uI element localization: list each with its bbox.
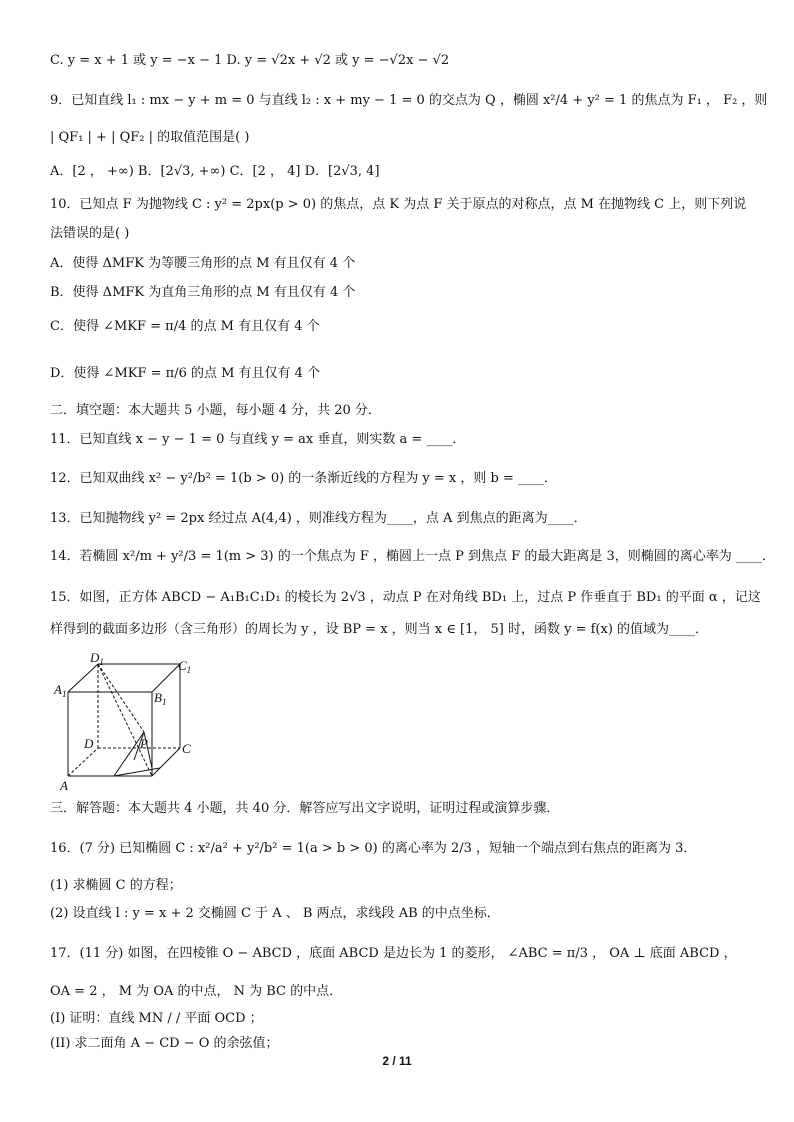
q10-option-b: B．使得 ΔMFK 为直角三角形的点 M 有且仅有 4 个	[50, 285, 356, 300]
q16-part1: (1) 求椭圆 C 的方程；	[50, 878, 182, 893]
label-C1: $C_1$	[178, 658, 192, 675]
q11: 11．已知直线 x − y − 1 = 0 与直线 y = ax 垂直，则实数 a = ____．	[50, 432, 466, 447]
q10-option-a: A．使得 ΔMFK 为等腰三角形的点 M 有且仅有 4 个	[50, 256, 356, 271]
edge-B-C	[152, 748, 180, 776]
q9-options: A．[2 ， +∞) B．[2√3, +∞) C．[2 ， 4] D．[2√3, 4]	[50, 164, 380, 179]
q9-stem-line1: 9．已知直线 l₁ : mx − y + m = 0 与直线 l₂ : x + my − 1 = 0 的交点为 Q ，椭圆 x²/4 + y² = 1 的焦点为 F₁ ， F₂ ，则	[50, 93, 768, 108]
label-B1: $B_1$	[154, 690, 167, 707]
q15-line2: 样得到的截面多边形（含三角形）的周长为 y ，设 BP = x ，则当 x ∈ [1， 5] 时，函数 y = f(x) 的值域为____．	[50, 622, 709, 637]
label-D1: $D_1$	[90, 650, 104, 667]
q16-stem: 16．(7 分) 已知椭圆 C : x²/a² + y²/b² = 1(a > b > 0) 的离心率为 2/3 ，短轴一个端点到右焦点的距离为 3．	[50, 841, 697, 856]
q13: 13．已知抛物线 y² = 2px 经过点 A(4,4) ，则准线方程为____，点 A 到焦点的距离为____．	[50, 511, 587, 526]
q10-option-d: D．使得 ∠MKF = π/6 的点 M 有且仅有 4 个	[50, 366, 321, 381]
label-D: D	[84, 736, 94, 751]
q16-part2: (2) 设直线 l : y = x + 2 交椭圆 C 于 A 、 B 两点，求线段 AB 的中点坐标．	[50, 906, 500, 921]
q10-stem-line2: 法错误的是( )	[50, 226, 130, 241]
section-fill-in-heading: 二．填空题：本大题共 5 小题，每小题 4 分，共 20 分．	[50, 403, 381, 418]
q10-stem-line1: 10．已知点 F 为抛物线 C : y² = 2px(p > 0) 的焦点，点 K 为点 F 关于原点的对称点，点 M 在抛物线 C 上，则下列说	[50, 197, 747, 212]
q17-stem-line2: OA = 2 ， M 为 OA 的中点， N 为 BC 的中点．	[50, 984, 343, 999]
q17-stem-line1: 17．(11 分) 如图，在四棱锥 O − ABCD ，底面 ABCD 是边长为 1 的菱形， ∠ABC = π/3 ， OA ⊥ 底面 ABCD ，	[50, 946, 737, 961]
q14: 14．若椭圆 x²/m + y²/3 = 1(m > 3) 的一个焦点为 F ，椭圆上一点 P 到焦点 F 的最大距离是 3，则椭圆的离心率为 ____．	[50, 549, 775, 564]
page-number: 2 / 11	[382, 1054, 412, 1068]
q12: 12．已知双曲线 x² − y²/b² = 1(b > 0) 的一条渐近线的方程为 y = x ，则 b = ____．	[50, 471, 558, 486]
label-P: P	[140, 736, 148, 751]
q10-option-c: C．使得 ∠MKF = π/4 的点 M 有且仅有 4 个	[50, 319, 320, 334]
edge-A1-D1	[68, 664, 98, 692]
line-D1-P	[98, 664, 144, 732]
label-A: A	[60, 778, 68, 793]
q17-part1: (I) 证明：直线 MN / / 平面 OCD ；	[50, 1011, 263, 1026]
hidden-edge-A-D	[68, 748, 98, 776]
q9-stem-line2: | QF₁ | + | QF₂ | 的取值范围是( )	[50, 130, 250, 145]
label-C: C	[182, 741, 191, 756]
q8-options-cd: C. y = x + 1 或 y = −x − 1 D. y = √2x + √2 或 y = −√2x − √2	[50, 53, 450, 68]
label-A1: $A_1$	[54, 682, 67, 699]
q15-line1: 15．如图，正方体 ABCD − A₁B₁C₁D₁ 的棱长为 2√3 ，动点 P 在对角线 BD₁ 上，过点 P 作垂直于 BD₁ 的平面 α ，记这	[50, 590, 761, 605]
cube-figure	[50, 648, 200, 794]
section-answer-heading: 三．解答题：本大题共 4 小题，共 40 分．解答应写出文字说明，证明过程或演算步骤．	[50, 801, 560, 816]
q17-part2: (II) 求二面角 A − CD − O 的余弦值；	[50, 1036, 279, 1051]
edge-B1-C1	[152, 664, 180, 692]
